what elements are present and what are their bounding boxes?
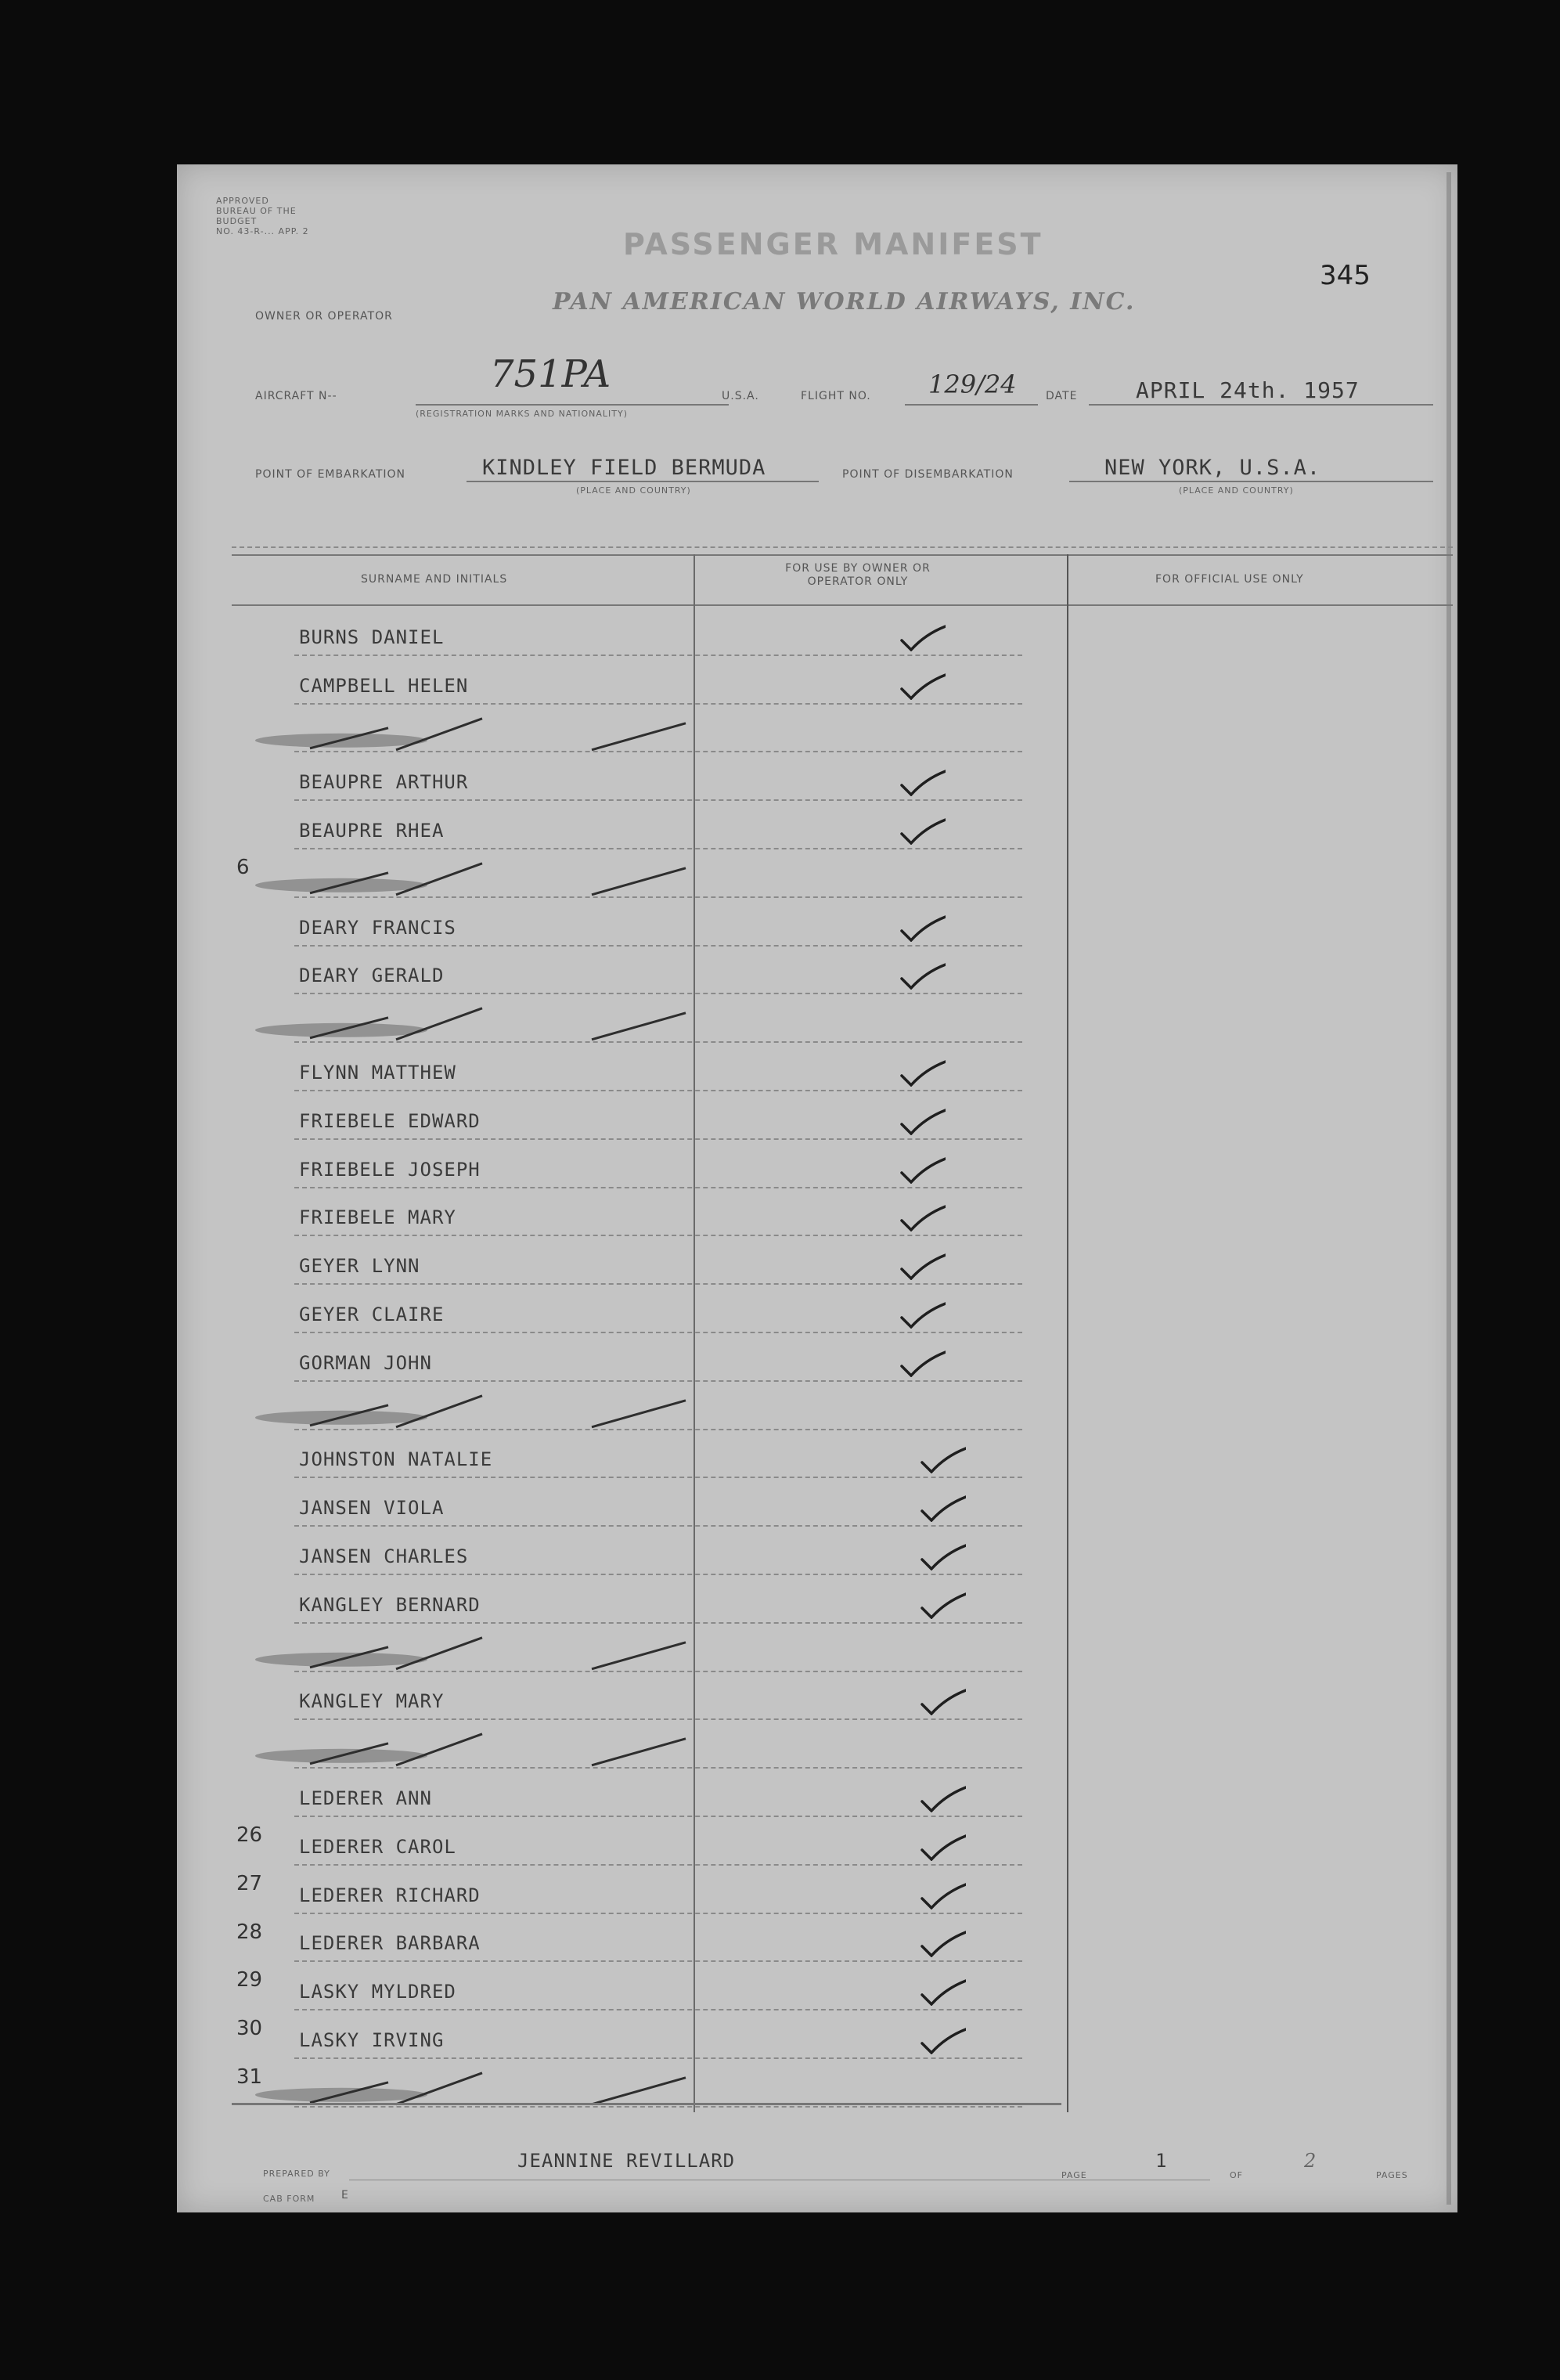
table-row xyxy=(177,1093,1453,1141)
passenger-name: DEARY FRANCIS xyxy=(299,916,456,939)
strikeout-scribble xyxy=(224,851,756,900)
table-row xyxy=(177,754,1453,802)
manifest-sheet xyxy=(177,164,1457,2212)
strikeout-scribble xyxy=(224,1383,756,1432)
table-row xyxy=(177,1674,1453,1722)
passenger-name: BEAUPRE ARTHUR xyxy=(299,771,469,794)
row-number: 27 xyxy=(236,1871,263,1895)
page-number: 345 xyxy=(1320,260,1371,291)
passenger-name: GEYER LYNN xyxy=(299,1255,420,1278)
passenger-name: FRIEBELE EDWARD xyxy=(299,1109,481,1132)
passenger-name: FRIEBELE MARY xyxy=(299,1206,456,1229)
row-number: 31 xyxy=(236,2065,263,2089)
row-rule xyxy=(294,1913,1022,1914)
of-label: OF xyxy=(1230,2170,1243,2180)
table-row xyxy=(177,851,1453,900)
row-number: 26 xyxy=(236,1823,263,1847)
table-row xyxy=(177,2012,1453,2061)
table-row xyxy=(177,802,1453,851)
page-label: PAGE xyxy=(1061,2170,1087,2180)
manifest-title: PASSENGER MANIFEST xyxy=(623,227,1043,261)
row-rule xyxy=(294,848,1022,849)
passenger-name: GEYER CLAIRE xyxy=(299,1303,445,1325)
checkmark-icon xyxy=(917,2026,966,2054)
row-rule xyxy=(294,1622,1022,1624)
row-rule xyxy=(294,1235,1022,1236)
strikeout-scribble xyxy=(224,2061,756,2109)
checkmark-icon xyxy=(897,1107,946,1135)
checkmark-icon xyxy=(917,1687,966,1715)
owner-label: OWNER OR OPERATOR xyxy=(255,310,393,323)
prepared-value: JEANNINE REVILLARD xyxy=(517,2150,736,2172)
table-row xyxy=(177,1528,1453,1577)
embark-value: KINDLEY FIELD BERMUDA xyxy=(482,456,766,480)
row-number: 6 xyxy=(236,856,250,879)
row-rule xyxy=(294,1718,1022,1720)
passenger-name: DEARY GERALD xyxy=(299,965,445,987)
usa-label: U.S.A. xyxy=(722,390,759,402)
row-rule xyxy=(294,1960,1022,1962)
checkmark-icon xyxy=(897,1058,946,1087)
strikeout-scribble xyxy=(224,1625,756,1674)
table-row xyxy=(177,1625,1453,1674)
col-surname-header: SURNAME AND INITIALS xyxy=(361,573,508,586)
checkmark-icon xyxy=(897,1349,946,1377)
checkmark-icon xyxy=(897,768,946,796)
row-rule xyxy=(294,2009,1022,2010)
date-label: DATE xyxy=(1046,390,1078,402)
row-rule xyxy=(294,1332,1022,1333)
table-row xyxy=(177,1190,1453,1239)
approval-stamp: APPROVED BUREAU OF THE BUDGET NO. 43-R-... APP. 2 xyxy=(216,196,309,236)
checkmark-icon xyxy=(917,1494,966,1522)
aircraft-value: 751PA xyxy=(490,352,611,396)
checkmark-icon xyxy=(897,961,946,990)
prepared-label: PREPARED BY xyxy=(263,2169,330,2179)
checkmark-icon xyxy=(917,1784,966,1812)
table-row xyxy=(177,996,1453,1044)
passenger-name: KANGLEY MARY xyxy=(299,1690,445,1713)
table-row xyxy=(177,609,1453,658)
passenger-name: FLYNN MATTHEW xyxy=(299,1061,456,1084)
checkmark-icon xyxy=(917,1445,966,1473)
row-rule xyxy=(294,1864,1022,1866)
embark-place-note: (PLACE AND COUNTRY) xyxy=(576,485,691,496)
row-rule xyxy=(294,1525,1022,1527)
row-rule xyxy=(294,2057,1022,2059)
row-rule xyxy=(294,993,1022,994)
passenger-name: CAMPBELL HELEN xyxy=(299,674,469,697)
passenger-name: BURNS DANIEL xyxy=(299,626,445,648)
table-row xyxy=(177,1335,1453,1383)
table-row xyxy=(177,1722,1453,1770)
disembark-value: NEW YORK, U.S.A. xyxy=(1104,456,1321,480)
table-row xyxy=(177,948,1453,997)
table-row xyxy=(177,1238,1453,1286)
row-rule xyxy=(294,1380,1022,1382)
table-row xyxy=(177,1383,1453,1432)
table-row xyxy=(177,658,1453,706)
checkmark-icon xyxy=(897,1203,946,1231)
passenger-name: BEAUPRE RHEA xyxy=(299,819,445,842)
form-code: CAB FORM xyxy=(263,2194,315,2204)
passenger-name: KANGLEY BERNARD xyxy=(299,1593,481,1616)
passenger-name: LEDERER BARBARA xyxy=(299,1932,481,1955)
checkmark-icon xyxy=(917,1591,966,1619)
row-rule xyxy=(294,1477,1022,1478)
passenger-name: JANSEN VIOLA xyxy=(299,1497,445,1520)
form-code-value: E xyxy=(341,2189,349,2202)
row-rule xyxy=(294,654,1022,656)
checkmark-icon xyxy=(897,1300,946,1329)
checkmark-icon xyxy=(917,1833,966,1861)
passenger-name: LASKY MYLDRED xyxy=(299,1981,456,2003)
checkmark-icon xyxy=(917,1881,966,1909)
table-row xyxy=(177,1286,1453,1335)
checkmark-icon xyxy=(897,817,946,845)
strikeout-scribble xyxy=(224,996,756,1044)
col-owner-header: FOR USE BY OWNER OR OPERATOR ONLY xyxy=(785,562,931,588)
row-rule xyxy=(294,1090,1022,1091)
row-rule xyxy=(294,703,1022,705)
row-number: 28 xyxy=(236,1920,263,1944)
passenger-name: JOHNSTON NATALIE xyxy=(299,1448,493,1471)
col-official-header: FOR OFFICIAL USE ONLY xyxy=(1155,573,1304,586)
company-name: PAN AMERICAN WORLD AIRWAYS, INC. xyxy=(553,288,1136,316)
pages-label: PAGES xyxy=(1376,2170,1408,2180)
passenger-name: LASKY IRVING xyxy=(299,2028,445,2051)
embark-label: POINT OF EMBARKATION xyxy=(255,468,406,481)
checkmark-icon xyxy=(917,1978,966,2006)
table-row xyxy=(177,1044,1453,1093)
of-value: 2 xyxy=(1304,2150,1317,2172)
row-rule xyxy=(294,799,1022,801)
disembark-place-note: (PLACE AND COUNTRY) xyxy=(1179,485,1294,496)
checkmark-icon xyxy=(897,672,946,700)
checkmark-icon xyxy=(897,623,946,651)
disembark-label: POINT OF DISEMBARKATION xyxy=(842,468,1014,481)
row-rule xyxy=(294,1574,1022,1575)
table-row xyxy=(177,1141,1453,1190)
passenger-name: LEDERER ANN xyxy=(299,1787,432,1809)
page-value: 1 xyxy=(1155,2150,1168,2172)
passenger-name: GORMAN JOHN xyxy=(299,1351,432,1374)
checkmark-icon xyxy=(897,914,946,942)
checkmark-icon xyxy=(897,1252,946,1280)
strikeout-scribble xyxy=(224,1722,756,1770)
table-row xyxy=(177,1480,1453,1528)
aircraft-label: AIRCRAFT N-- xyxy=(255,390,337,402)
flight-value: 129/24 xyxy=(928,370,1017,399)
table-row xyxy=(177,1432,1453,1480)
table-row xyxy=(177,2061,1453,2109)
registration-note: (REGISTRATION MARKS AND NATIONALITY) xyxy=(416,409,629,419)
row-rule xyxy=(294,945,1022,947)
passenger-name: FRIEBELE JOSEPH xyxy=(299,1158,481,1181)
table-row xyxy=(177,1819,1453,1867)
row-number: 30 xyxy=(236,2017,263,2041)
table-row xyxy=(177,900,1453,948)
table-row xyxy=(177,1770,1453,1819)
checkmark-icon xyxy=(917,1542,966,1570)
row-rule xyxy=(294,1816,1022,1817)
table-row xyxy=(177,1916,1453,1964)
table-row xyxy=(177,706,1453,755)
row-rule xyxy=(294,1283,1022,1285)
row-rule xyxy=(294,1138,1022,1140)
table-row xyxy=(177,1867,1453,1916)
checkmark-icon xyxy=(917,1929,966,1957)
table-row xyxy=(177,1577,1453,1625)
checkmark-icon xyxy=(897,1156,946,1184)
date-value: APRIL 24th. 1957 xyxy=(1136,377,1360,403)
row-rule xyxy=(294,1187,1022,1188)
strikeout-scribble xyxy=(224,706,756,755)
passenger-name: LEDERER RICHARD xyxy=(299,1884,481,1906)
row-number: 29 xyxy=(236,1968,263,1992)
passenger-name: JANSEN CHARLES xyxy=(299,1545,469,1567)
table-row xyxy=(177,1964,1453,2012)
passenger-name: LEDERER CAROL xyxy=(299,1835,456,1858)
flight-label: FLIGHT NO. xyxy=(801,390,871,402)
